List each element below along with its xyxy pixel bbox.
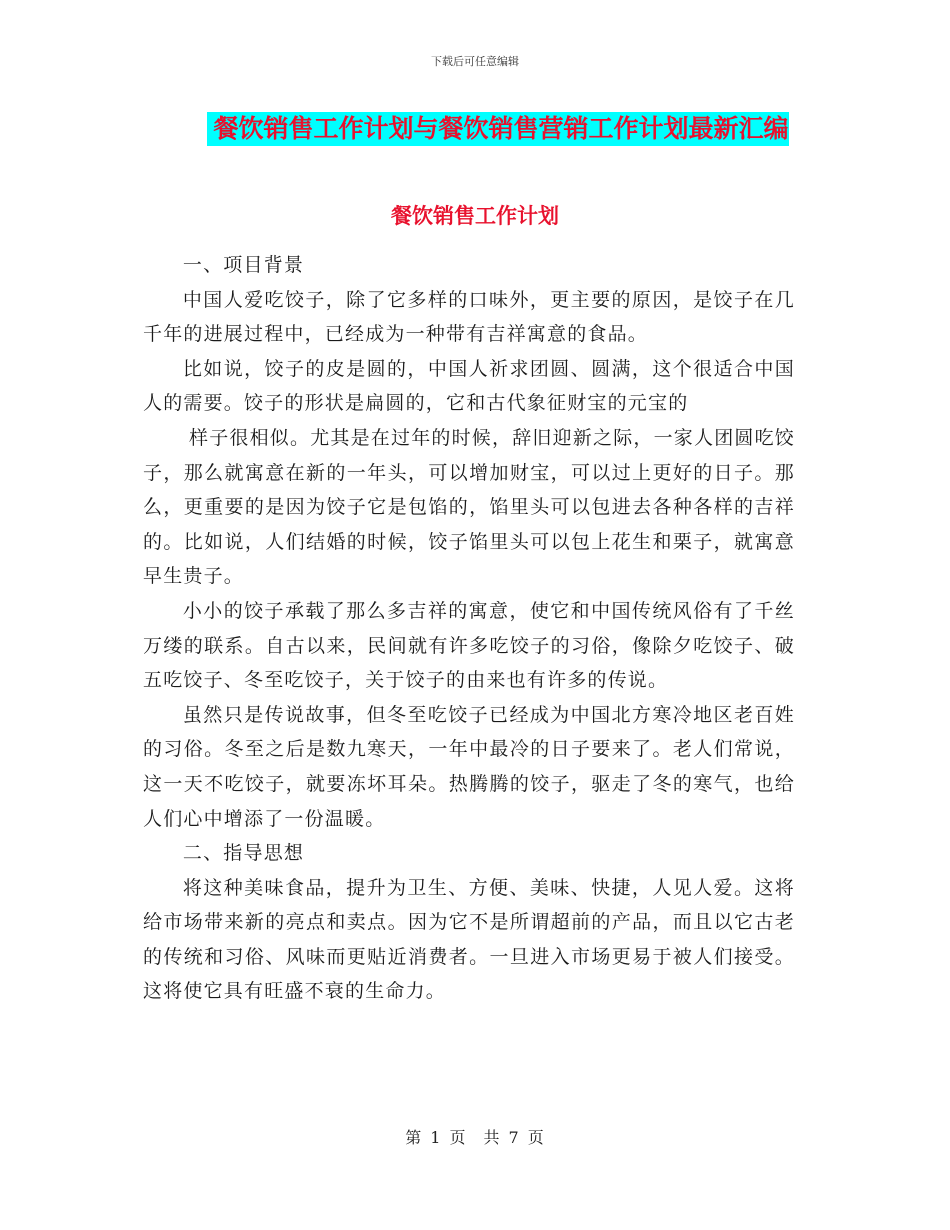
footer-suffix: 页	[527, 1128, 545, 1147]
document-body	[143, 248, 795, 1009]
footer-middle: 页 共	[449, 1128, 501, 1147]
page-footer	[0, 1125, 950, 1148]
main-title-container	[0, 112, 950, 146]
heading-guiding-ideology: 二、指导思想	[182, 842, 305, 865]
page-total: 7	[508, 1128, 520, 1147]
section-title: 餐饮销售工作计划	[391, 204, 559, 228]
page-number: 1	[430, 1128, 442, 1147]
paragraph-text: 样子很相似。尤其是在过年的时候，辞旧迎新之际，一家人团圆吃饺子，那么就寓意在新的一年头，可以增加财宝，可以过上更好的日子。那么，更重要的是因为饺子它是包馅的，馅里头可以包进去各种各样的吉祥的。比如说，人们结婚的时候，饺子馅里头可以包上花生和栗子，就寓意早生贵子。	[143, 426, 796, 588]
paragraph: 虽然只是传说故事，但冬至吃饺子已经成为中国北方寒冷地区老百姓的习俗。冬至之后是数九寒天，一年中最冷的日子要来了。老人们常说，这一天不吃饺子，就要冻坏耳朵。热腾腾的饺子，驱走了冬的寒气，也给人们心中增添了一份温暖。	[143, 703, 795, 830]
paragraph: 比如说，饺子的皮是圆的，中国人祈求团圆、圆满，这个很适合中国人的需要。饺子的形状是扁圆的，它和古代象征财宝的元宝的	[143, 357, 795, 415]
header-note: 下载后可任意编辑	[431, 55, 519, 68]
footer-prefix: 第	[405, 1128, 423, 1147]
paragraph: 将这种美味食品，提升为卫生、方便、美味、快捷，人见人爱。这将给市场带来新的亮点和卖点。因为它不是所谓超前的产品，而且以它古老的传统和习俗、风味而更贴近消费者。一旦进入市场更易于被人们接受。这将使它具有旺盛不衰的生命力。	[143, 876, 795, 1003]
heading-project-background: 一、项目背景	[182, 254, 305, 276]
paragraph: 中国人爱吃饺子，除了它多样的口味外，更主要的原因，是饺子在几千年的进展过程中，已经成为一种带有吉祥寓意的食品。	[143, 288, 795, 346]
paragraph: 小小的饺子承载了那么多吉祥的寓意，使它和中国传统风俗有了千丝万缕的联系。自古以来，民间就有许多吃饺子的习俗，像除夕吃饺子、破五吃饺子、冬至吃饺子，关于饺子的由来也有许多的传说。	[143, 599, 795, 692]
main-title: 餐饮销售工作计划与餐饮销售营销工作计划最新汇编	[207, 112, 788, 146]
paragraph	[143, 421, 795, 594]
